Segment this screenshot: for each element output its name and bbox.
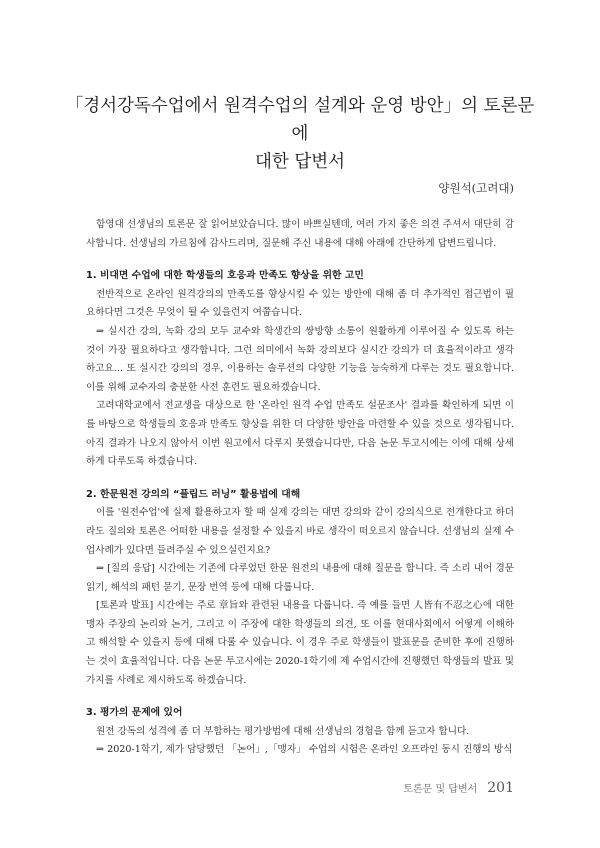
section-2-heading: 2. 한문원전 강의의 “플립드 러닝” 활용법에 대해 bbox=[86, 488, 301, 500]
page-footer bbox=[403, 780, 514, 796]
page-number: 201 bbox=[487, 780, 514, 796]
section-1-question: 전반적으로 온라인 원격강의의 만족도를 향상시킬 수 있는 방안에 대해 좀 더 추가적인 접근법이 필요하다면 그것은 무엇이 될 수 있을런지 여쭙습니다. bbox=[86, 288, 514, 319]
section-2-paragraph: [토론과 발표] 시간에는 주로 章旨와 관련된 내용을 다룹니다. 즉 예를 들면 人皆有不忍之心에 대한 맹자 주장의 논리와 논거, 그리고 이 주장에 대한 학생들의 의견, 또 이를 현대사회에서 어떻게 이해하고 해석할 수 있을지 등에 대해 다룰 수 있습니다. 이 경우 주로 학생들이 발표문을 준비한 후에 진행하는 것이 효율적입니다. 다음 논문 투고시에는 2020-1학기에 제 수업시간에 진행했던 학생들의 발표 및 가지를 사례로 제시하도록 하겠습니다. bbox=[86, 600, 514, 686]
section-3-answer: ⇒ 2020-1학기, 제가 담당했던 「논어」,「맹자」 수업의 시험은 온라인 오프라인 동시 진행의 방식 bbox=[96, 744, 513, 756]
section-1-answer: ⇒ 실시간 강의, 녹화 강의 모두 교수와 학생간의 쌍방향 소통이 원활하게 이루어질 수 있도록 하는 것이 가장 필요하다고 생각합니다. 그런 의미에서 녹화 강의보다 실시간 강의가 더 효율적이라고 생각하고요... 또 실시간 강의의 경우, 이용하는 솔루션의 다양한 기능을 능숙하게 다루는 것도 필요합니다. 이를 위해 교수자의 충분한 사전 훈련도 필요하겠습니다. bbox=[86, 325, 514, 393]
document-body bbox=[86, 216, 514, 760]
section-3-heading: 3. 평가의 문제에 있어 bbox=[86, 707, 183, 719]
document-title bbox=[60, 92, 540, 176]
title-line-2: 대한 답변서 bbox=[254, 152, 346, 172]
intro-paragraph: 함영대 선생님의 토론문 잘 읽어보았습니다. 많이 바쁘실텐데, 여러 가지 좋은 의견 주셔서 대단히 감사합니다. 선생님의 가르침에 감사드리며, 질문해 주신 내용에 대해 아래에 간단하게 답변드립니다. bbox=[86, 219, 514, 249]
section-1-paragraph: 고려대학교에서 전교생을 대상으로 한 '온라인 원격 수업 만족도 설문조사' 결과를 확인하게 되면 이를 바탕으로 학생들의 호응과 만족도 향상을 위한 더 다양한 방안을 마련할 수 있을 것으로 생각됩니다. 아직 결과가 나오지 않아서 이번 원고에서 다루지 못했습니다만, 다음 논문 투고시에는 이에 대해 상세하게 다루도록 하겠습니다. bbox=[86, 400, 514, 468]
section-2-question: 이를 '원전수업'에 실제 활용하고자 할 때 실제 강의는 대면 강의와 같이 강의식으로 전개한다고 하더라도 질의와 토론은 어떠한 내용을 설정할 수 있을지 바로 생각이 떠오르지 않습니다. 선생님의 실제 수업사례가 있다면 들려주실 수 있으실런지요? bbox=[86, 507, 514, 556]
title-line-1: 「경서강독수업에서 원격수업의 설계와 운영 방안」의 토론문에 bbox=[65, 96, 535, 144]
section-1-heading: 1. 비대면 수업에 대한 학생들의 호응과 만족도 향상을 위한 고민 bbox=[86, 270, 364, 282]
section-3-question: 원전 강독의 성격에 좀 더 부합하는 평가방법에 대해 선생님의 경험을 함께 듣고자 합니다. bbox=[96, 725, 470, 737]
section-2-answer: ⇒ [질의 응답] 시간에는 기존에 다루었던 한문 원전의 내용에 대해 질문을 합니다. 즉 소리 내어 경문 읽기, 해석의 패턴 묻기, 문장 번역 등에 대해 다룹니다. bbox=[86, 563, 514, 593]
running-footer-label: 토론문 및 답변서 bbox=[403, 784, 478, 795]
author-affiliation: 양원석(고려대) bbox=[438, 181, 514, 195]
